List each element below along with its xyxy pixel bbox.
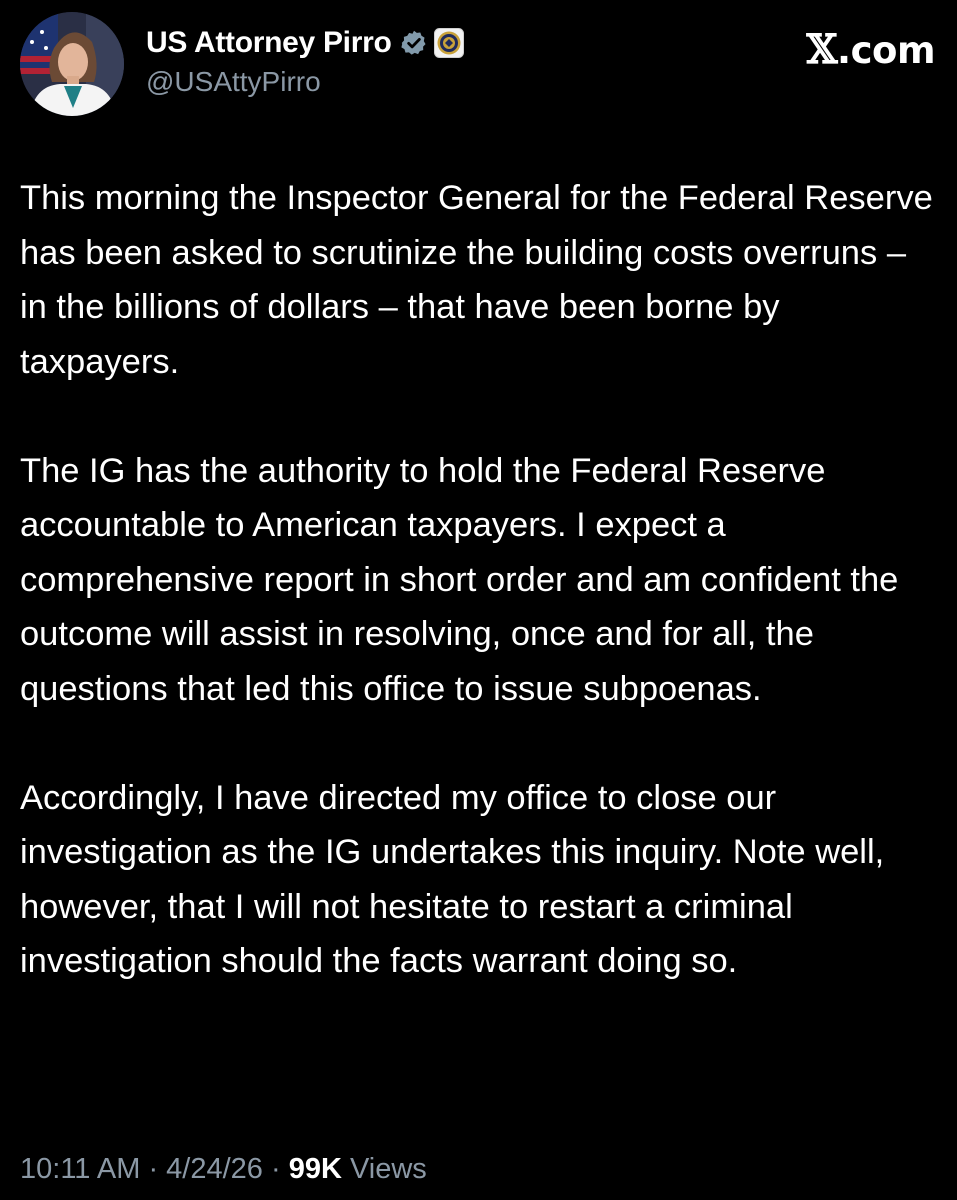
doj-seal-icon[interactable]	[434, 28, 464, 58]
post-time[interactable]: 10:11 AM	[20, 1153, 141, 1185]
verified-badge-icon[interactable]	[400, 29, 428, 57]
profile-photo-avatar	[20, 12, 124, 116]
author-handle[interactable]: @USAttyPirro	[146, 66, 321, 97]
x-logo-icon: 𝕏	[806, 26, 838, 73]
avatar[interactable]	[20, 12, 124, 116]
author-display-name[interactable]: US Attorney Pirro	[146, 26, 392, 59]
post-paragraph: The IG has the authority to hold the Federal Reserve accountable to American taxpayers. I expect a comprehensive report in short order and am confident the outcome will assist in resolving, once and for all, the questions that led this office to issue subpoenas.	[20, 451, 899, 708]
brand-suffix: .com	[837, 29, 935, 72]
post-body	[20, 171, 935, 989]
post-paragraph: Accordingly, I have directed my office to close our investigation as the IG undertakes this inquiry. Note well, however, that I will not hesitate to restart a criminal investigation should the facts warrant doing so.	[20, 778, 885, 980]
meta-separator: ·	[140, 1153, 167, 1185]
views-count[interactable]: 99K	[288, 1153, 342, 1185]
x-com-watermark	[806, 26, 935, 73]
post-date[interactable]: 4/24/26	[166, 1153, 263, 1185]
views-label: Views	[341, 1153, 427, 1185]
meta-separator: ·	[262, 1153, 289, 1185]
name-row	[146, 22, 464, 64]
post-header	[20, 12, 937, 122]
author-identity	[146, 22, 464, 98]
post-meta	[20, 1153, 427, 1186]
post-paragraph: This morning the Inspector General for the Federal Reserve has been asked to scrutinize the building costs overruns – in the billions of dollars – that have been borne by taxpayers.	[20, 179, 933, 381]
